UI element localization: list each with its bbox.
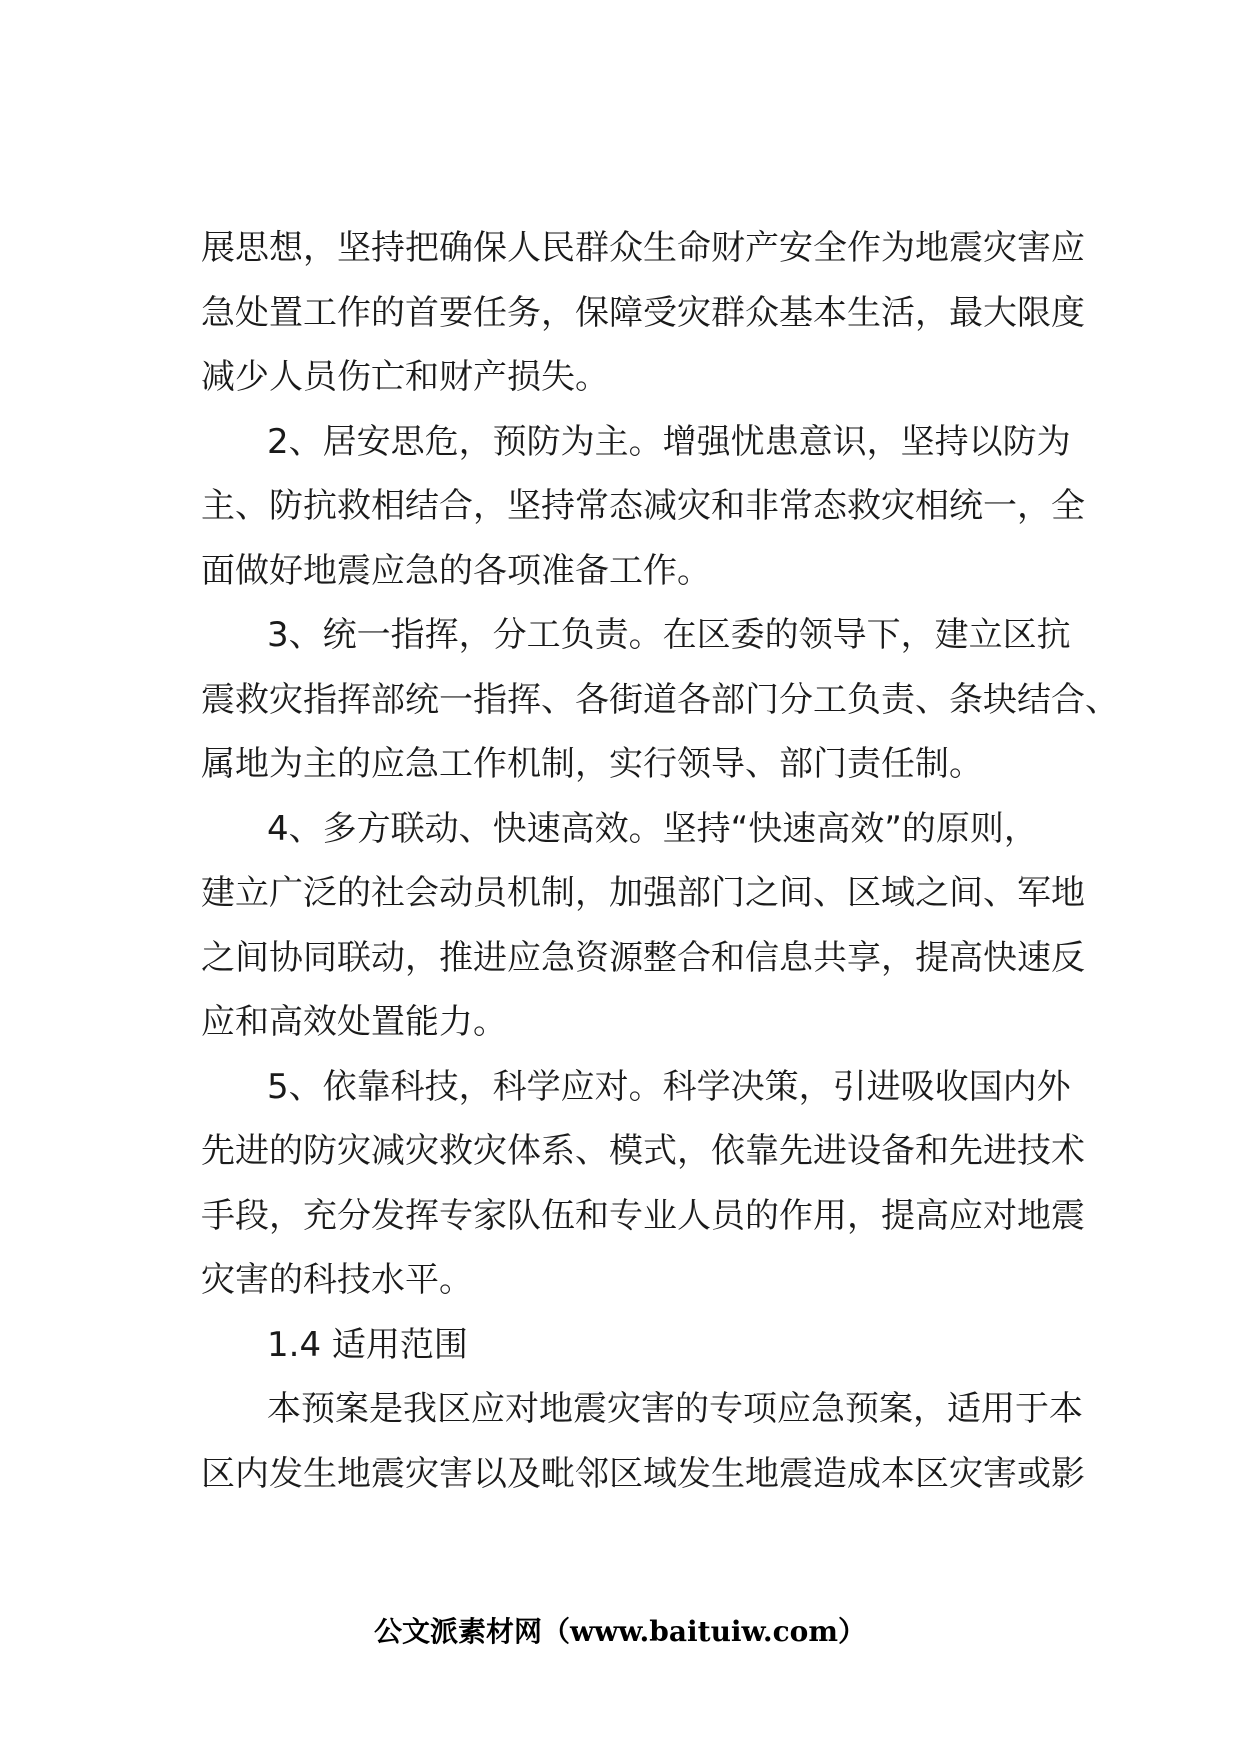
text-line: 手段，充分发挥专家队伍和专业人员的作用，提高应对地震 [201,1195,1085,1236]
text-line: 急处置工作的首要任务，保障受灾群众基本生活，最大限度 [201,292,1085,333]
section-heading: 1.4 适用范围 [267,1324,468,1365]
text-line: 区内发生地震灾害以及毗邻区域发生地震造成本区灾害或影 [201,1453,1085,1494]
text-line: 属地为主的应急工作机制，实行领导、部门责任制。 [201,744,983,784]
text-line: 展思想，坚持把确保人民群众生命财产安全作为地震灾害应 [201,228,1085,268]
paragraph-start-line: 本预案是我区应对地震灾害的专项应急预案，适用于本 [267,1389,1083,1429]
footer-watermark: 公文派素材网（www.baituiw.com） [374,1615,866,1648]
text-line: 主、防抗救相结合，坚持常态减灾和非常态救灾相统一，全 [201,486,1085,526]
paragraph-start-line: 2、居安思危，预防为主。增强忧患意识，坚持以防为 [267,421,1071,462]
text-line: 先进的防灾减灾救灾体系、模式，依靠先进设备和先进技术 [201,1131,1085,1171]
paragraph-start-line: 4、多方联动、快速高效。坚持“快速高效”的原则， [267,808,1038,849]
text-line: 应和高效处置能力。 [201,1002,507,1042]
text-line: 减少人员伤亡和财产损失。 [201,357,609,397]
text-line: 震救灾指挥部统一指挥、各街道各部门分工负责、条块结合、 [201,679,1119,720]
paragraph-start-line: 3、统一指挥，分工负责。在区委的领导下，建立区抗 [267,615,1071,655]
text-line: 之间协同联动，推进应急资源整合和信息共享，提高快速反 [201,937,1085,978]
text-line: 灾害的科技水平。 [201,1260,473,1300]
paragraph-start-line: 5、依靠科技，科学应对。科学决策，引进吸收国内外 [267,1066,1071,1107]
text-line: 面做好地震应急的各项准备工作。 [201,550,711,591]
document-body [201,216,1119,1506]
text-line: 建立广泛的社会动员机制，加强部门之间、区域之间、军地 [201,873,1085,913]
